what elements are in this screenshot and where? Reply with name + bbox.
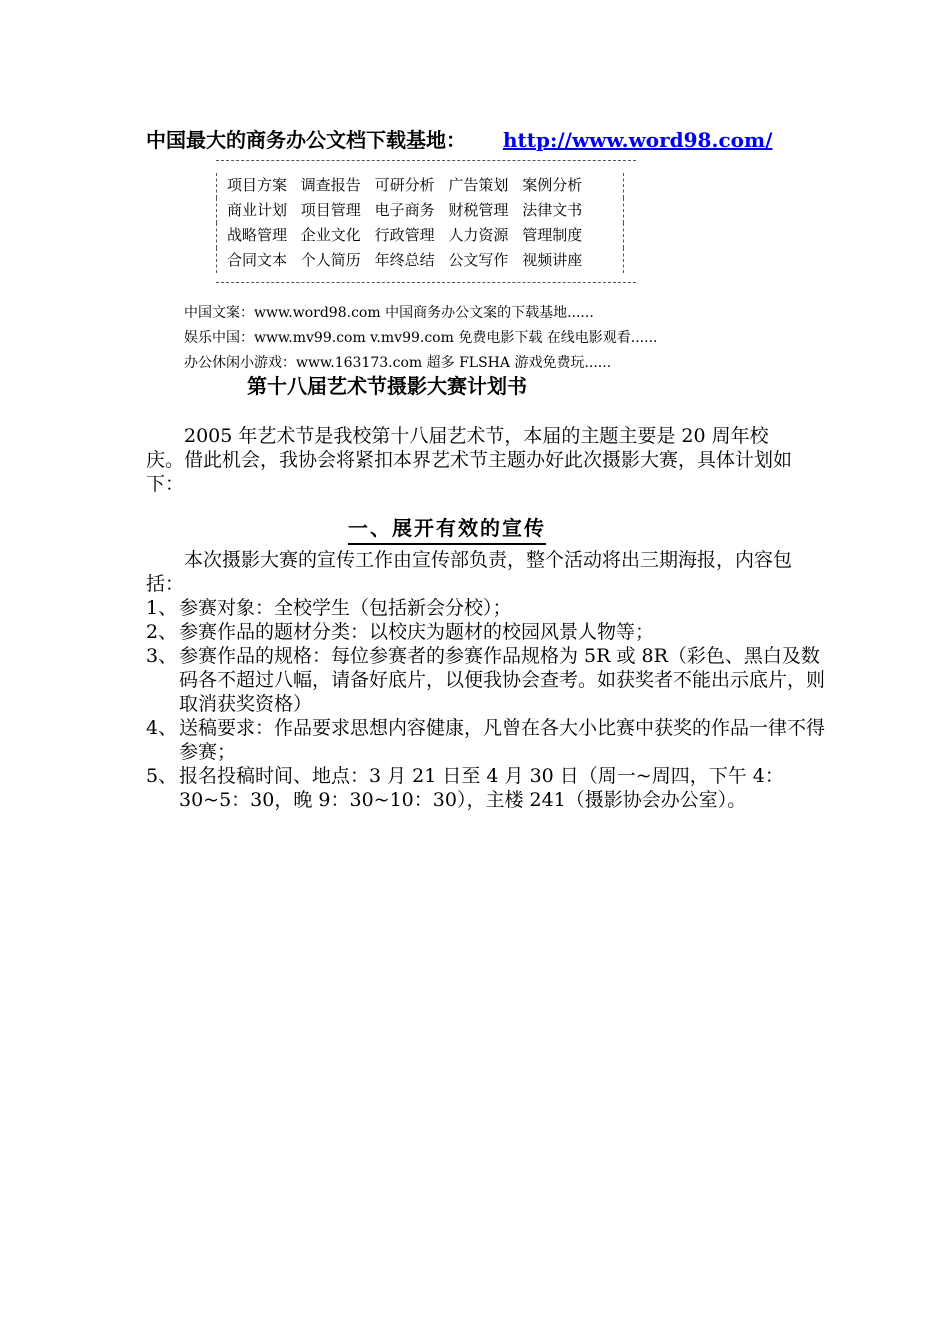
box-top-border — [216, 160, 636, 161]
category-box — [216, 160, 636, 284]
category-link[interactable]: 项目方案 — [227, 176, 288, 194]
category-link[interactable]: 个人简历 — [300, 251, 361, 269]
list-item — [146, 644, 826, 716]
item-text: 送稿要求：作品要求思想内容健康，凡曾在各大小比赛中获奖的作品一律不得参赛； — [179, 717, 826, 763]
category-link[interactable]: 公文写作 — [448, 251, 509, 269]
list-item — [146, 764, 826, 812]
category-link[interactable]: 行政管理 — [374, 226, 435, 244]
category-row — [216, 248, 624, 273]
requirements-list — [146, 596, 826, 812]
item-text: 参赛作品的题材分类：以校庆为题材的校园风景人物等； — [179, 621, 655, 643]
category-row — [216, 173, 624, 198]
header-link[interactable]: http://www.word98.com/ — [502, 128, 773, 152]
site-line[interactable]: 办公休闲小游戏：www.163173.com 超多 FLSHA 游戏免费玩...... — [184, 355, 612, 371]
category-link[interactable]: 商业计划 — [227, 201, 288, 219]
intro-paragraph: 2005 年艺术节是我校第十八届艺术节，本届的主题主要是 20 周年校庆。借此机会，我协会将紧扣本界艺术节主题办好此次摄影大赛，具体计划如下： — [146, 425, 793, 495]
category-link[interactable]: 调查报告 — [300, 176, 361, 194]
list-item — [146, 620, 826, 644]
item-number: 1、 — [146, 597, 178, 619]
header-line — [146, 124, 772, 153]
item-number: 3、 — [146, 645, 178, 667]
category-link[interactable]: 财税管理 — [448, 201, 509, 219]
category-link[interactable]: 电子商务 — [374, 201, 435, 219]
document-title: 第十八届艺术节摄影大赛计划书 — [247, 374, 527, 398]
category-link[interactable]: 人力资源 — [448, 226, 509, 244]
category-link[interactable]: 战略管理 — [227, 226, 288, 244]
item-text: 参赛对象：全校学生（包括新会分校）； — [179, 597, 512, 619]
promotion-paragraph: 本次摄影大赛的宣传工作由宣传部负责，整个活动将出三期海报，内容包括： — [146, 549, 793, 595]
category-link[interactable]: 广告策划 — [448, 176, 509, 194]
site-line[interactable]: 中国文案：www.word98.com 中国商务办公文案的下载基地...... — [184, 305, 594, 321]
category-link[interactable]: 管理制度 — [522, 226, 583, 244]
header-tagline: 中国最大的商务办公文档下载基地： — [146, 128, 466, 152]
category-link[interactable]: 可研分析 — [374, 176, 435, 194]
category-link[interactable]: 年终总结 — [374, 251, 435, 269]
category-link[interactable]: 法律文书 — [522, 201, 583, 219]
category-link[interactable]: 案例分析 — [522, 176, 583, 194]
category-row — [216, 198, 624, 223]
category-link[interactable]: 企业文化 — [300, 226, 361, 244]
list-item — [146, 716, 826, 764]
item-text: 参赛作品的规格：每位参赛者的参赛作品规格为 5R 或 8R（彩色、黑白及数码各不超过八幅，请备好底片，以便我协会查考。如获奖者不能出示底片，则取消获奖资格） — [179, 645, 826, 715]
box-bottom-border — [216, 282, 636, 283]
item-number: 4、 — [146, 717, 178, 739]
list-item — [146, 596, 826, 620]
item-number: 2、 — [146, 621, 178, 643]
item-number: 5、 — [146, 765, 178, 787]
category-row — [216, 223, 624, 248]
category-link[interactable]: 视频讲座 — [522, 251, 583, 269]
category-link[interactable]: 合同文本 — [227, 251, 288, 269]
item-text: 报名投稿时间、地点：3 月 21 日至 4 月 30 日（周一~周四，下午 4：30~5：30，晚 9：30~10：30），主楼 241（摄影协会办公室）。 — [179, 765, 784, 811]
category-link[interactable]: 项目管理 — [300, 201, 361, 219]
section-heading: 一、展开有效的宣传 — [348, 512, 546, 545]
site-line[interactable]: 娱乐中国：www.mv99.com v.mv99.com 免费电影下载 在线电影观看...... — [184, 330, 658, 346]
